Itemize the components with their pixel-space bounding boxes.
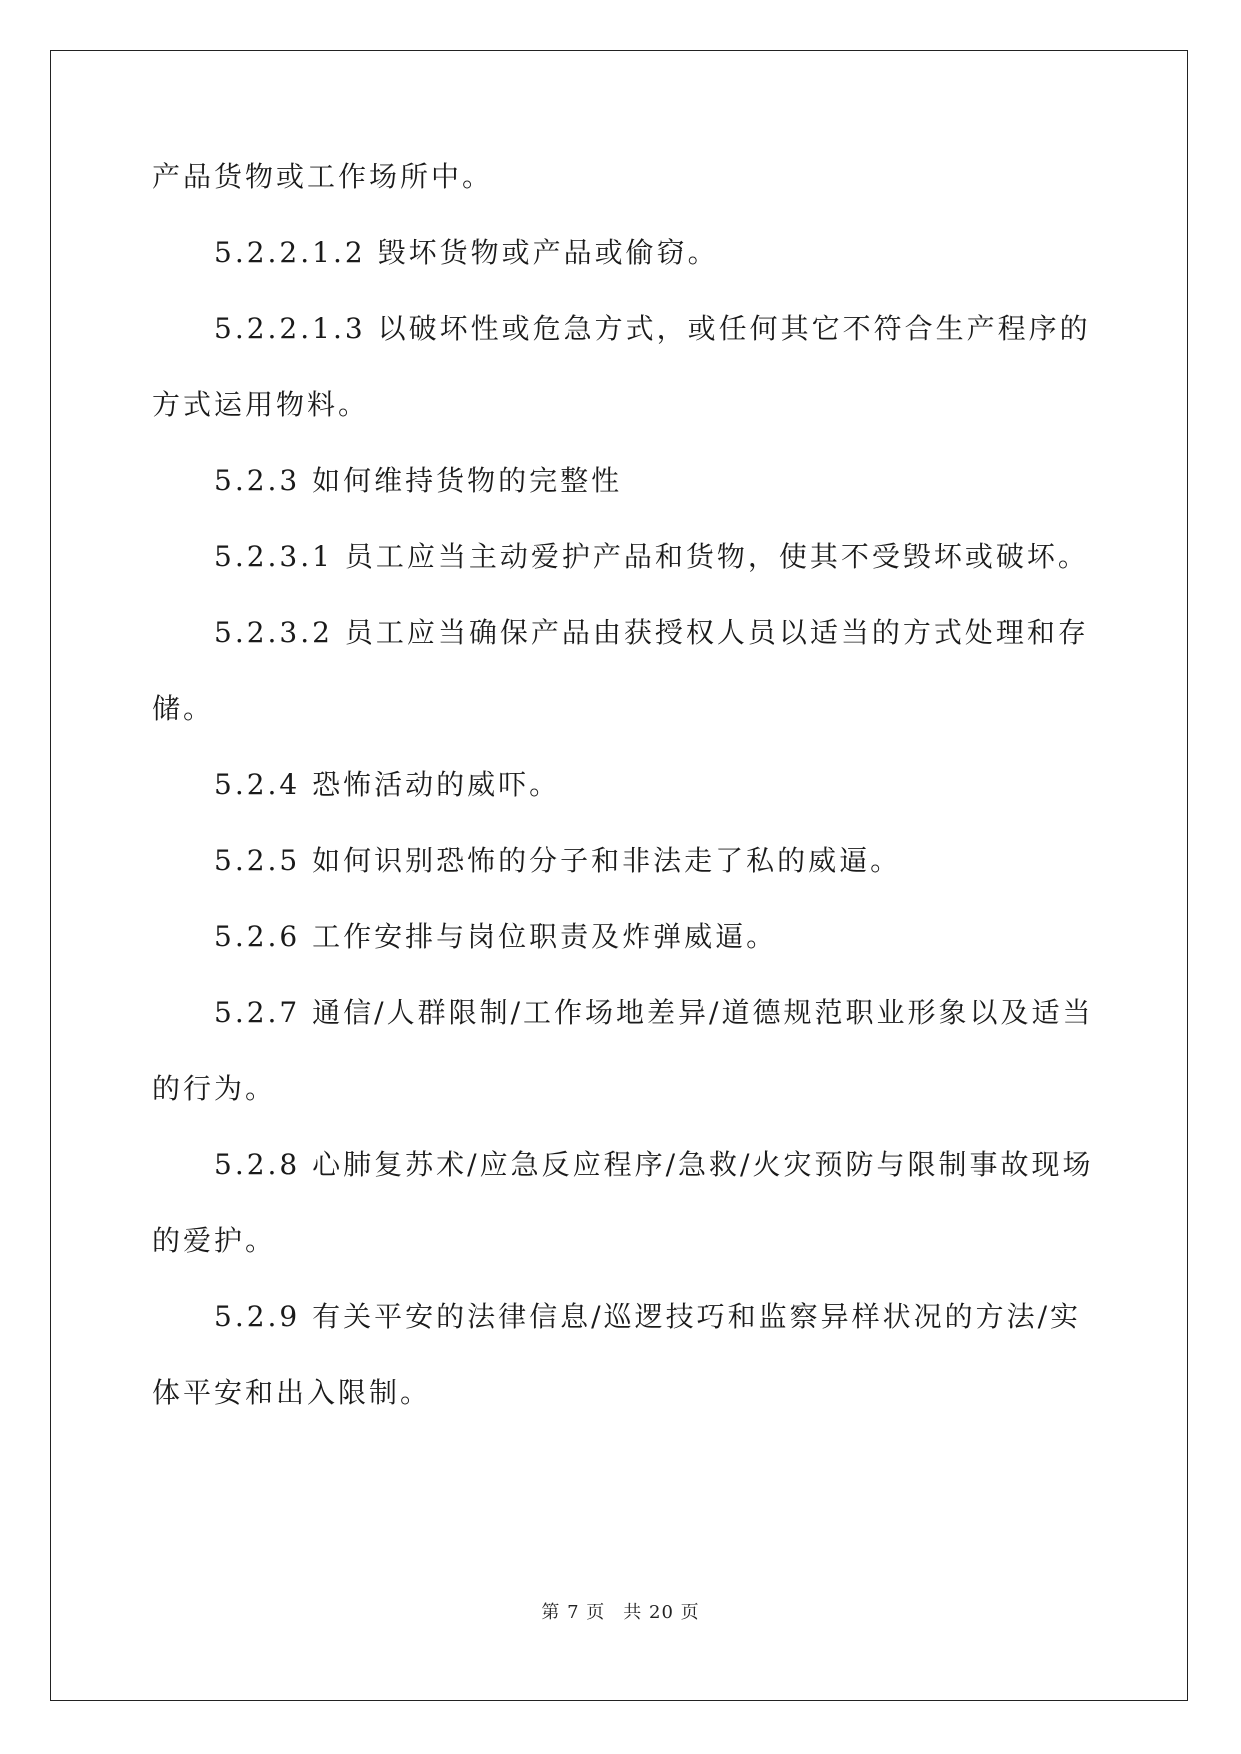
paragraph-line: 的行为。 <box>152 1072 277 1105</box>
paragraph-line: 5.2.4 恐怖活动的威吓。 <box>214 768 561 801</box>
paragraph-line: 5.2.5 如何识别恐怖的分子和非法走了私的威逼。 <box>214 844 902 877</box>
paragraph-line: 5.2.3 如何维持货物的完整性 <box>214 464 623 497</box>
paragraph-line: 储。 <box>152 692 215 725</box>
paragraph-line: 5.2.8 心肺复苏术/应急反应程序/急救/火灾预防与限制事故现场 <box>214 1148 1094 1181</box>
paragraph-line: 方式运用物料。 <box>152 388 370 421</box>
page-footer <box>0 1598 1241 1624</box>
paragraph-line: 体平安和出入限制。 <box>152 1376 432 1409</box>
paragraph-line: 5.2.2.1.2 毁坏货物或产品或偷窃。 <box>214 236 719 269</box>
page-number: 第 7 页 <box>541 1602 606 1623</box>
paragraph-line: 5.2.2.1.3 以破坏性或危急方式，或任何其它不符合生产程序的 <box>214 312 1091 345</box>
paragraph-line: 的爱护。 <box>152 1224 277 1257</box>
paragraph-line: 产品货物或工作场所中。 <box>152 160 494 193</box>
page-total: 共 20 页 <box>623 1602 700 1623</box>
paragraph-line: 5.2.7 通信/人群限制/工作场地差异/道德规范职业形象以及适当 <box>214 996 1094 1029</box>
paragraph-line: 5.2.9 有关平安的法律信息/巡逻技巧和监察异样状况的方法/实 <box>214 1300 1082 1333</box>
paragraph-line: 5.2.3.2 员工应当确保产品由获授权人员以适当的方式处理和存 <box>214 616 1089 649</box>
paragraph-line: 5.2.3.1 员工应当主动爱护产品和货物，使其不受毁坏或破坏。 <box>214 540 1089 573</box>
paragraph-line: 5.2.6 工作安排与岗位职责及炸弹威逼。 <box>214 920 778 953</box>
